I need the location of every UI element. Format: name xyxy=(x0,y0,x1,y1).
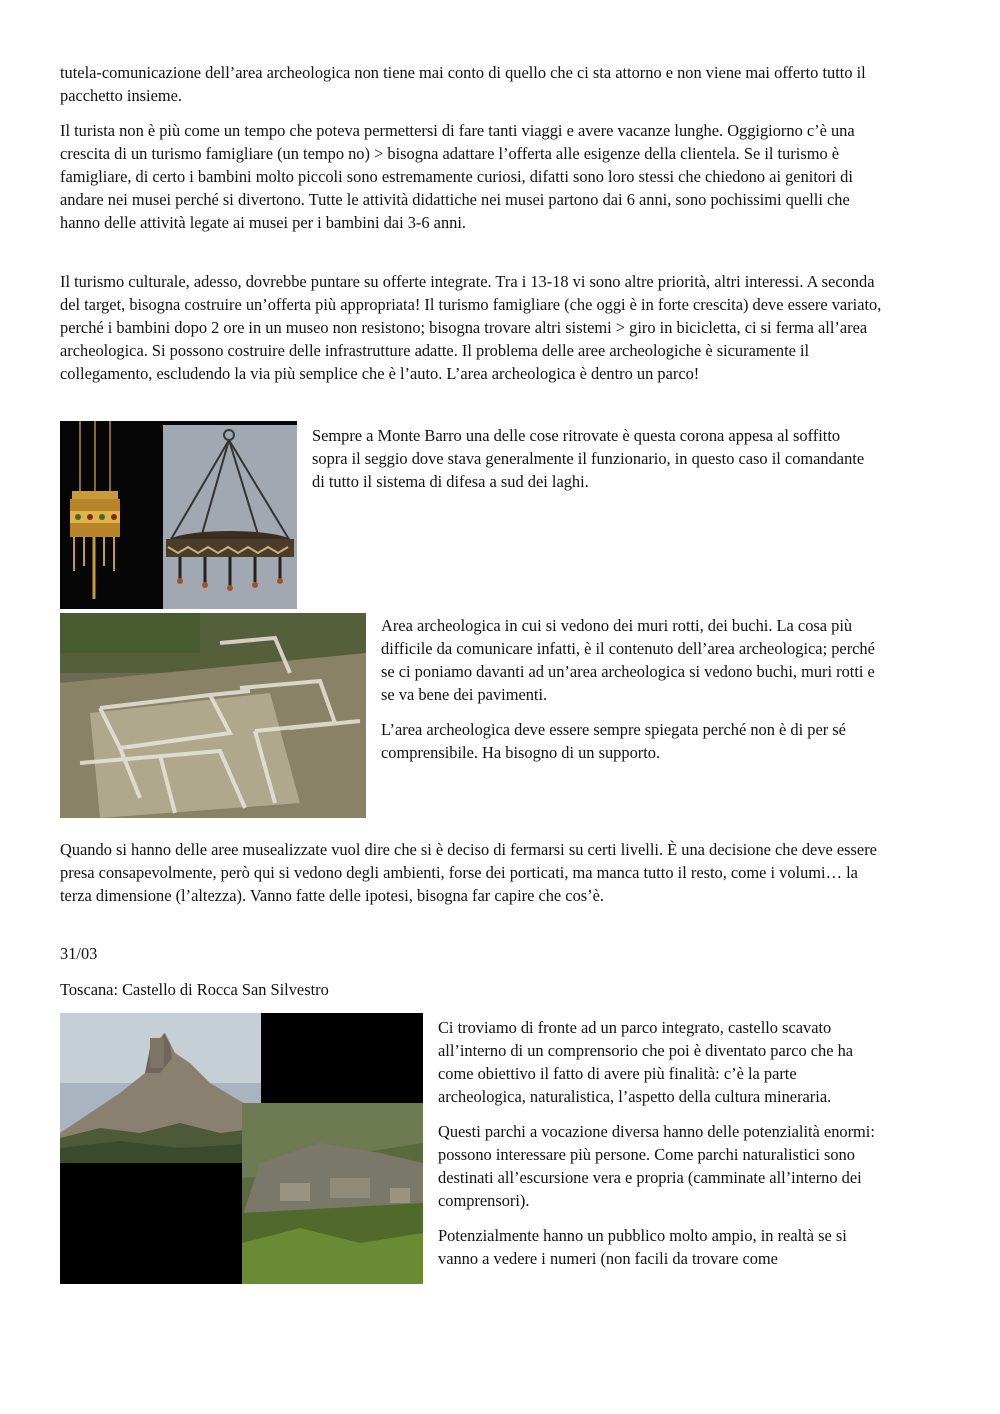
date-label: 31/03 xyxy=(60,944,98,963)
text-block-tourism xyxy=(60,119,890,234)
crown-caption: Sempre a Monte Barro una delle cose ritrovate è questa corona appesa al soffitto sopra il seggio dove stava generalmente il funzionario, in questo caso il comandante di tutto il sistema di difesa a sud dei laghi. xyxy=(312,426,865,491)
crown-photo xyxy=(60,421,297,609)
crown-caption-block xyxy=(312,424,872,493)
text-block-cultural-tourism xyxy=(60,270,890,385)
castle-photo-drawing xyxy=(60,1013,423,1284)
text-block-intro xyxy=(60,61,890,107)
date-block xyxy=(60,942,360,965)
paragraph-4: Quando si hanno delle aree musealizzate vuol dire che si è deciso di fermarsi su certi livelli. È una decisione che deve essere presa consapevolmente, però qui si vedono degli ambienti, forse dei porticati, ma manca tutto il resto, come i volumi… la terza dimensione (l’altezza). Vanno fatte delle ipotesi, bisogna far capire che cos’è. xyxy=(60,840,877,905)
text-block-museum-areas xyxy=(60,838,890,907)
castle-paragraph-3: Potenzialmente hanno un pubblico molto ampio, in realtà se si vanno a vedere i numeri (non facili da trovare come xyxy=(438,1226,847,1268)
archaeological-area-photo xyxy=(60,613,366,818)
paragraph-1: tutela-comunicazione dell’area archeologica non tiene mai conto di quello che ci sta attorno e non viene mai offerto tutto il pacchetto insieme. xyxy=(60,63,866,105)
castle-text xyxy=(438,1016,886,1270)
castle-paragraph-1: Ci troviamo di fronte ad un parco integrato, castello scavato all’interno di un comprensorio che poi è diventato parco che ha come obiettivo il fatto di avere più finalità: c’è la parte archeologica, naturalistica, l’aspetto della cultura mineraria. xyxy=(438,1018,854,1106)
castle-paragraph-2: Questi parchi a vocazione diversa hanno delle potenzialità enormi: possono interessare più persone. Come parchi naturalistici sono destinati all’escursione vera e propria (camminate all’interno dei comprensori). xyxy=(438,1122,875,1210)
section-title-block xyxy=(60,978,660,1001)
archaeological-area-drawing xyxy=(60,613,366,818)
crown-photo-drawing xyxy=(60,421,297,609)
castle-photo xyxy=(60,1013,423,1284)
paragraph-2: Il turista non è più come un tempo che poteva permettersi di fare tanti viaggi e avere vacanze lunghe. Oggigiorno c’è una crescita di un turismo famigliare (un tempo no) > bisogna adattare l’offerta alle esigenze della clientela. Se il turismo è famigliare, di certo i bambini molto piccoli sono estremamente curiosi, difatti sono loro stessi che chiedono ai genitori di andare nei musei perché si divertono. Tutte le attività didattiche nei musei partono dai 6 anni, sono pochissimi quelli che hanno delle attività legate ai musei per i bambini dai 3-6 anni. xyxy=(60,121,855,232)
area-paragraph-1: Area archeologica in cui si vedono dei muri rotti, dei buchi. La cosa più difficile da comunicare infatti, è il contenuto dell’area archeologica; perché se ci poniamo davanti ad un’area archeologica si vedono buchi, muri rotti e se va bene dei pavimenti. xyxy=(381,616,875,704)
paragraph-3: Il turismo culturale, adesso, dovrebbe puntare su offerte integrate. Tra i 13-18 vi sono altre priorità, altri interessi. A seconda del target, bisogna costruire un’offerta più appropriata! Il turismo famigliare (che oggi è in forte crescita) deve essere variato, perché i bambini dopo 2 ore in un museo non resistono; bisogna trovare altri sistemi > giro in bicicletta, ci si ferma all’area archeologica. Si possono costruire delle infrastrutture adatte. Il problema delle aree archeologiche è sicuramente il collegamento, escludendo la via più semplice che è l’auto. L’area archeologica è dentro un parco! xyxy=(60,272,882,383)
archaeological-area-text xyxy=(381,614,875,764)
area-paragraph-2: L’area archeologica deve essere sempre spiegata perché non è di per sé comprensibile. Ha bisogno di un supporto. xyxy=(381,720,846,762)
section-title: Toscana: Castello di Rocca San Silvestro xyxy=(60,980,329,999)
